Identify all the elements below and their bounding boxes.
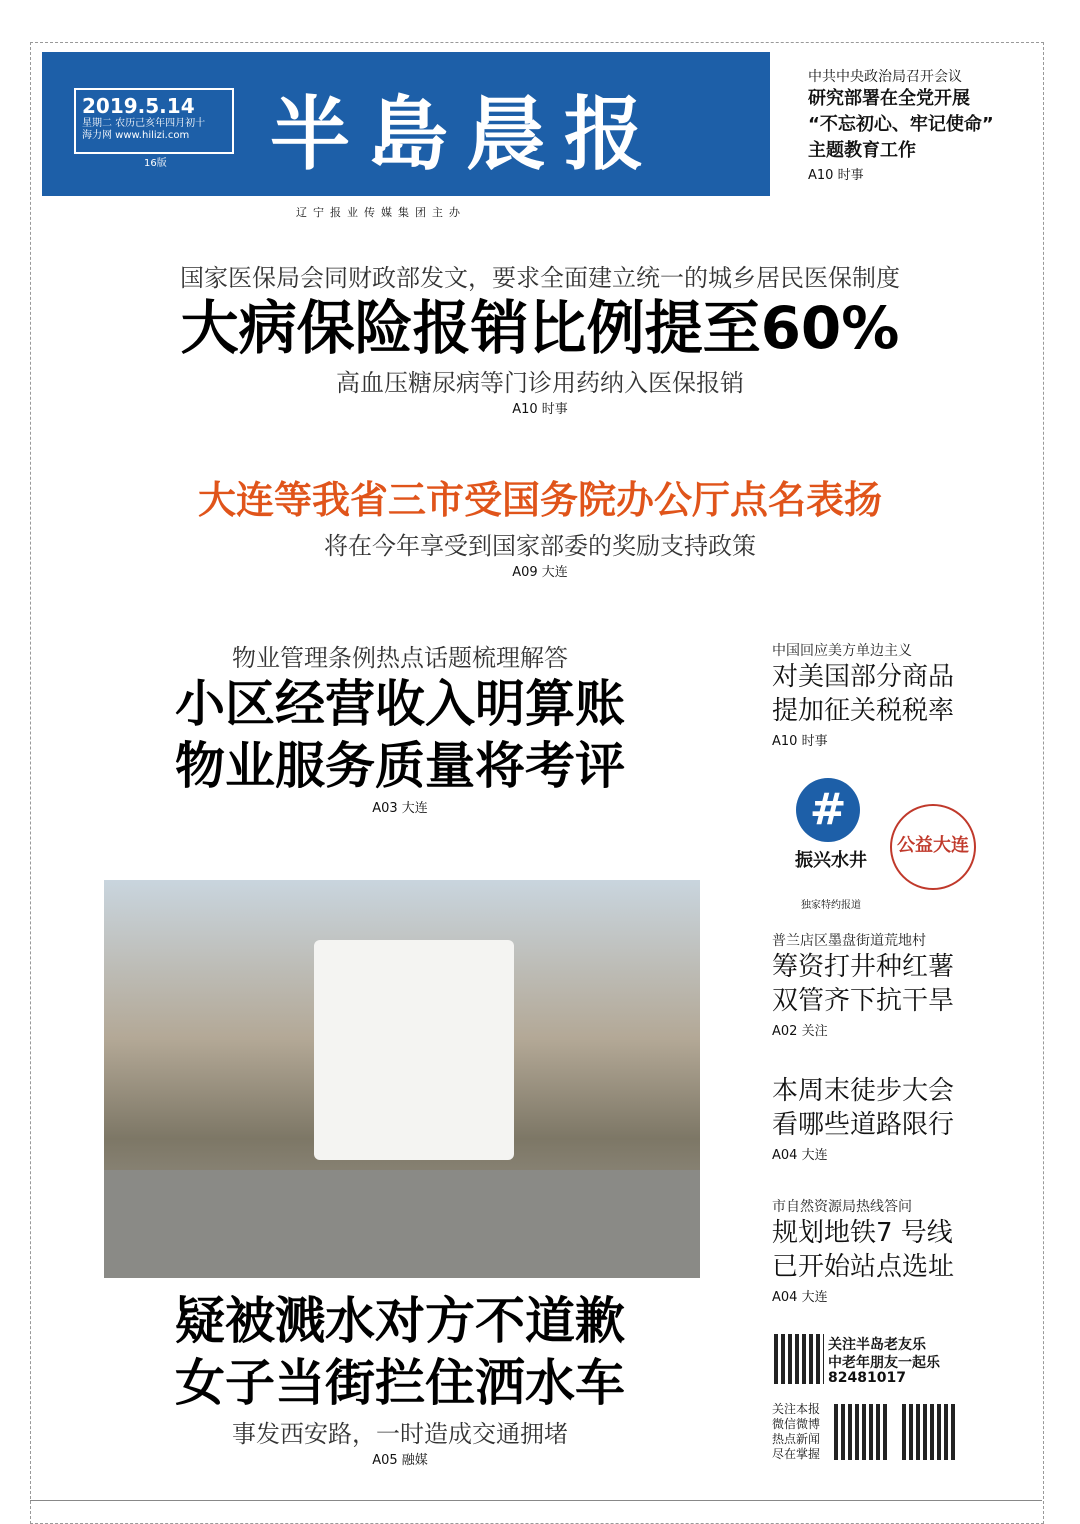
page-ref: A10 时事 bbox=[772, 734, 828, 749]
promo-phone: 82481017 bbox=[828, 1370, 906, 1386]
headline-line: 女子当街拦住洒水车 bbox=[175, 1354, 625, 1412]
kicker: 中共中央政治局召开会议 bbox=[808, 69, 962, 85]
news-photo bbox=[104, 880, 700, 1278]
website: 海力网 www.hilizi.com bbox=[82, 130, 190, 141]
promo-line2: 中老年朋友一起乐 bbox=[828, 1355, 940, 1371]
deck: 将在今年享受到国家部委的奖励支持政策 bbox=[324, 532, 756, 560]
promo-line1: 关注半岛老友乐 bbox=[828, 1337, 926, 1353]
follow-line: 关注本报 bbox=[772, 1402, 821, 1416]
headline-line: 双管齐下抗干旱 bbox=[772, 986, 955, 1016]
headline: 大病保险报销比例提至60% bbox=[180, 294, 900, 362]
road-shape bbox=[104, 1170, 700, 1278]
side-story[interactable] bbox=[772, 1074, 1012, 1163]
deck: 事发西安路，一时造成交通拥堵 bbox=[232, 1420, 568, 1448]
follow-line: 尽在掌握 bbox=[772, 1447, 821, 1461]
page-ref: A05 融媒 bbox=[372, 1453, 428, 1468]
headline-line: 主题教育工作 bbox=[808, 140, 916, 161]
third-story[interactable] bbox=[100, 638, 700, 816]
lead-story[interactable] bbox=[60, 258, 1020, 417]
footer-bar bbox=[30, 1500, 1042, 1521]
kicker: 普兰店区墨盘街道荒地村 bbox=[772, 933, 926, 949]
kicker: 市自然资源局热线答问 bbox=[772, 1199, 912, 1215]
headline-line: “不忘初心、牢记使命” bbox=[808, 114, 994, 135]
headline-line: 疑被溅水对方不道歉 bbox=[175, 1292, 625, 1350]
headline-line: 本周末徒步大会 bbox=[772, 1076, 955, 1106]
qr-code[interactable] bbox=[902, 1404, 958, 1460]
photo-story[interactable] bbox=[100, 1290, 700, 1468]
kicker: 中国回应美方单边主义 bbox=[772, 643, 912, 659]
page-count: 16版 bbox=[144, 158, 167, 169]
headline-line: 筹资打井种红薯 bbox=[772, 952, 955, 982]
deck: 高血压糖尿病等门诊用药纳入医保报销 bbox=[336, 369, 744, 397]
date-subline: 星期二 农历己亥年四月初十 bbox=[82, 118, 206, 129]
headline-line: 规划地铁7 号线 bbox=[772, 1218, 953, 1248]
follow-line: 热点新闻 bbox=[772, 1432, 821, 1446]
side-story[interactable] bbox=[772, 1196, 1012, 1305]
kicker: 国家医保局会同财政部发文，要求全面建立统一的城乡居民医保制度 bbox=[180, 264, 900, 292]
page-ref: A09 大连 bbox=[512, 565, 568, 580]
kicker: 物业管理条例热点话题梳理解答 bbox=[232, 644, 568, 672]
headline-line: 小区经营收入明算账 bbox=[175, 675, 625, 733]
badge-sub: 独家特约报道 bbox=[801, 900, 861, 911]
page-ref: A04 大连 bbox=[772, 1290, 828, 1305]
page-ref: A04 大连 bbox=[772, 1148, 828, 1163]
top-right-story[interactable] bbox=[808, 66, 1048, 183]
page-ref: A10 时事 bbox=[512, 402, 568, 417]
side-story[interactable] bbox=[772, 640, 1012, 749]
headline-line: 物业服务质量将考评 bbox=[175, 737, 625, 795]
headline: 大连等我省三市受国务院办公厅点名表扬 bbox=[197, 477, 882, 522]
page-ref: A10 时事 bbox=[808, 168, 864, 183]
second-story[interactable] bbox=[60, 474, 1020, 580]
truck-shape bbox=[314, 940, 514, 1160]
seal-text: 公益大连 bbox=[897, 835, 969, 856]
headline-line: 研究部署在全党开展 bbox=[808, 88, 970, 109]
newspaper-logo: 半島晨报 bbox=[270, 87, 662, 181]
headline-line: 提加征关税税率 bbox=[772, 696, 955, 726]
page-ref: A02 关注 bbox=[772, 1024, 828, 1039]
well-icon: # bbox=[796, 778, 860, 842]
sponsor-line: 辽宁报业传媒集团主办 bbox=[296, 206, 466, 219]
qr-code[interactable] bbox=[834, 1404, 890, 1460]
headline-line: 看哪些道路限行 bbox=[772, 1110, 955, 1140]
headline-line: 对美国部分商品 bbox=[772, 662, 955, 692]
follow-text bbox=[772, 1402, 820, 1462]
issue-date: 2019.5.14 bbox=[82, 94, 195, 118]
page-ref: A03 大连 bbox=[372, 801, 428, 816]
qr-code[interactable] bbox=[774, 1334, 824, 1384]
follow-line: 微信微博 bbox=[772, 1417, 821, 1431]
headline-line: 已开始站点选址 bbox=[772, 1252, 955, 1282]
date-box bbox=[74, 88, 234, 154]
seal-logo bbox=[890, 804, 976, 890]
side-story[interactable] bbox=[772, 930, 1012, 1039]
badge-name: 振兴水井 bbox=[795, 850, 867, 871]
